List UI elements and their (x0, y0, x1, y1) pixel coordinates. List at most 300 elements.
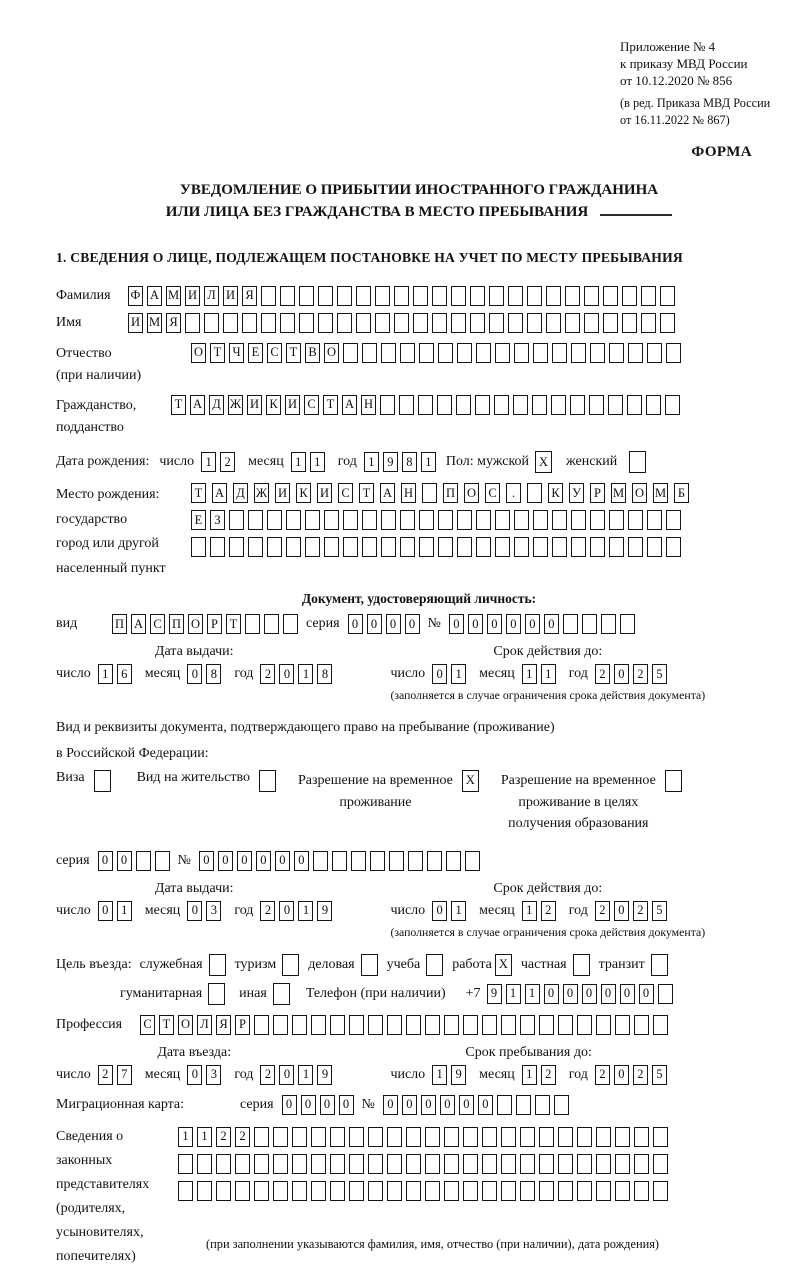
char-cell[interactable] (178, 1181, 193, 1201)
char-cell[interactable]: 9 (317, 901, 332, 921)
char-cell[interactable]: Т (226, 614, 241, 634)
char-cell[interactable] (571, 343, 586, 363)
char-cell[interactable]: 2 (633, 1065, 648, 1085)
char-cell[interactable]: Т (191, 483, 206, 503)
char-cell[interactable]: 0 (383, 1095, 398, 1115)
char-cell[interactable] (463, 1181, 478, 1201)
char-cell[interactable]: 0 (98, 851, 113, 871)
char-cell[interactable]: 6 (117, 664, 132, 684)
char-cell[interactable]: Б (674, 483, 689, 503)
char-cell[interactable]: 0 (614, 901, 629, 921)
char-cell[interactable]: 0 (525, 614, 540, 634)
char-cell[interactable] (444, 1154, 459, 1174)
char-cell[interactable]: 5 (652, 901, 667, 921)
char-cell[interactable]: 5 (652, 1065, 667, 1085)
char-cell[interactable] (571, 510, 586, 530)
char-cell[interactable] (216, 1181, 231, 1201)
char-cell[interactable] (337, 313, 352, 333)
char-cell[interactable]: И (247, 395, 262, 415)
char-cell[interactable] (482, 1127, 497, 1147)
char-cell[interactable] (539, 1181, 554, 1201)
char-cell[interactable] (387, 1181, 402, 1201)
char-cell[interactable]: П (443, 483, 458, 503)
char-cell[interactable] (432, 286, 447, 306)
char-cell[interactable]: Р (235, 1015, 250, 1035)
char-cell[interactable] (527, 483, 542, 503)
char-cell[interactable]: 1 (432, 1065, 447, 1085)
char-cell[interactable] (558, 1181, 573, 1201)
char-cell[interactable] (299, 286, 314, 306)
char-cell[interactable] (444, 1015, 459, 1035)
char-cell[interactable] (475, 395, 490, 415)
char-cell[interactable] (527, 286, 542, 306)
char-cell[interactable] (387, 1127, 402, 1147)
char-cell[interactable]: Р (207, 614, 222, 634)
char-cell[interactable] (558, 1015, 573, 1035)
char-cell[interactable] (254, 1127, 269, 1147)
char-cell[interactable] (292, 1015, 307, 1035)
char-cell[interactable] (425, 1015, 440, 1035)
char-cell[interactable] (406, 1015, 421, 1035)
char-cell[interactable] (622, 286, 637, 306)
purpose-humanitarian-checkbox[interactable] (208, 983, 225, 1005)
char-cell[interactable] (514, 510, 529, 530)
char-cell[interactable] (261, 286, 276, 306)
char-cell[interactable]: 0 (199, 851, 214, 871)
char-cell[interactable] (546, 313, 561, 333)
char-cell[interactable] (223, 313, 238, 333)
char-cell[interactable] (463, 1154, 478, 1174)
char-cell[interactable]: 0 (348, 614, 363, 634)
char-cell[interactable]: О (191, 343, 206, 363)
char-cell[interactable]: М (147, 313, 162, 333)
char-cell[interactable] (446, 851, 461, 871)
char-cell[interactable]: 0 (282, 1095, 297, 1115)
visa-checkbox[interactable] (94, 770, 111, 792)
char-cell[interactable] (539, 1015, 554, 1035)
char-cell[interactable]: 1 (291, 452, 306, 472)
char-cell[interactable]: 0 (440, 1095, 455, 1115)
char-cell[interactable]: Я (216, 1015, 231, 1035)
char-cell[interactable] (628, 510, 643, 530)
char-cell[interactable] (313, 851, 328, 871)
char-cell[interactable] (620, 614, 635, 634)
char-cell[interactable]: М (611, 483, 626, 503)
char-cell[interactable]: 0 (614, 664, 629, 684)
char-cell[interactable]: К (296, 483, 311, 503)
char-cell[interactable] (558, 1154, 573, 1174)
char-cell[interactable] (254, 1181, 269, 1201)
char-cell[interactable] (653, 1154, 668, 1174)
char-cell[interactable]: 0 (279, 1065, 294, 1085)
char-cell[interactable] (381, 510, 396, 530)
purpose-business-checkbox[interactable] (361, 954, 378, 976)
char-cell[interactable] (577, 1181, 592, 1201)
char-cell[interactable] (330, 1015, 345, 1035)
char-cell[interactable] (520, 1181, 535, 1201)
char-cell[interactable]: Е (248, 343, 263, 363)
char-cell[interactable] (343, 537, 358, 557)
char-cell[interactable] (590, 343, 605, 363)
char-cell[interactable] (419, 510, 434, 530)
char-cell[interactable]: 1 (522, 901, 537, 921)
char-cell[interactable]: 0 (506, 614, 521, 634)
char-cell[interactable]: А (147, 286, 162, 306)
char-cell[interactable] (273, 1127, 288, 1147)
char-cell[interactable] (197, 1154, 212, 1174)
char-cell[interactable]: Ж (254, 483, 269, 503)
char-cell[interactable] (470, 313, 485, 333)
char-cell[interactable]: 0 (256, 851, 271, 871)
char-cell[interactable]: М (653, 483, 668, 503)
char-cell[interactable] (596, 1154, 611, 1174)
char-cell[interactable]: Я (166, 313, 181, 333)
male-checkbox[interactable]: X (535, 451, 552, 473)
char-cell[interactable]: И (285, 395, 300, 415)
char-cell[interactable] (653, 1015, 668, 1035)
char-cell[interactable]: 1 (421, 452, 436, 472)
char-cell[interactable] (349, 1127, 364, 1147)
char-cell[interactable]: К (266, 395, 281, 415)
char-cell[interactable] (368, 1181, 383, 1201)
char-cell[interactable] (646, 395, 661, 415)
char-cell[interactable] (267, 537, 282, 557)
char-cell[interactable] (589, 395, 604, 415)
char-cell[interactable] (615, 1181, 630, 1201)
char-cell[interactable]: 7 (117, 1065, 132, 1085)
char-cell[interactable] (362, 537, 377, 557)
char-cell[interactable] (292, 1127, 307, 1147)
char-cell[interactable] (501, 1154, 516, 1174)
char-cell[interactable] (451, 286, 466, 306)
char-cell[interactable]: И (128, 313, 143, 333)
char-cell[interactable] (476, 537, 491, 557)
char-cell[interactable]: 0 (614, 1065, 629, 1085)
char-cell[interactable]: У (569, 483, 584, 503)
char-cell[interactable] (185, 313, 200, 333)
char-cell[interactable] (438, 343, 453, 363)
char-cell[interactable]: 3 (206, 1065, 221, 1085)
char-cell[interactable] (264, 614, 279, 634)
char-cell[interactable]: 1 (98, 664, 113, 684)
char-cell[interactable]: Ч (229, 343, 244, 363)
char-cell[interactable] (609, 343, 624, 363)
char-cell[interactable] (419, 343, 434, 363)
char-cell[interactable]: 0 (275, 851, 290, 871)
char-cell[interactable]: 8 (317, 664, 332, 684)
char-cell[interactable]: 2 (260, 1065, 275, 1085)
char-cell[interactable]: 1 (522, 664, 537, 684)
char-cell[interactable] (438, 510, 453, 530)
char-cell[interactable] (653, 1127, 668, 1147)
char-cell[interactable] (476, 510, 491, 530)
char-cell[interactable]: 1 (298, 1065, 313, 1085)
char-cell[interactable]: 0 (487, 614, 502, 634)
char-cell[interactable] (596, 1127, 611, 1147)
purpose-study-checkbox[interactable] (426, 954, 443, 976)
char-cell[interactable]: П (169, 614, 184, 634)
char-cell[interactable] (324, 510, 339, 530)
char-cell[interactable]: 0 (421, 1095, 436, 1115)
char-cell[interactable] (601, 614, 616, 634)
char-cell[interactable] (351, 851, 366, 871)
purpose-work-checkbox[interactable]: X (495, 954, 512, 976)
char-cell[interactable] (349, 1154, 364, 1174)
char-cell[interactable]: 1 (298, 901, 313, 921)
char-cell[interactable] (368, 1015, 383, 1035)
char-cell[interactable]: 1 (451, 664, 466, 684)
char-cell[interactable]: А (342, 395, 357, 415)
char-cell[interactable] (608, 395, 623, 415)
char-cell[interactable]: 9 (317, 1065, 332, 1085)
char-cell[interactable] (273, 1154, 288, 1174)
char-cell[interactable]: 1 (525, 984, 540, 1004)
char-cell[interactable] (368, 1127, 383, 1147)
char-cell[interactable]: М (166, 286, 181, 306)
char-cell[interactable]: О (464, 483, 479, 503)
char-cell[interactable] (216, 1154, 231, 1174)
char-cell[interactable]: 1 (197, 1127, 212, 1147)
char-cell[interactable]: 0 (544, 984, 559, 1004)
char-cell[interactable]: Я (242, 286, 257, 306)
char-cell[interactable]: В (305, 343, 320, 363)
char-cell[interactable]: 0 (279, 664, 294, 684)
char-cell[interactable] (660, 313, 675, 333)
char-cell[interactable] (647, 510, 662, 530)
char-cell[interactable]: 0 (237, 851, 252, 871)
char-cell[interactable]: 0 (544, 614, 559, 634)
char-cell[interactable] (299, 313, 314, 333)
char-cell[interactable] (456, 395, 471, 415)
char-cell[interactable]: 1 (364, 452, 379, 472)
char-cell[interactable] (514, 537, 529, 557)
char-cell[interactable]: И (185, 286, 200, 306)
char-cell[interactable] (273, 1181, 288, 1201)
char-cell[interactable] (513, 395, 528, 415)
char-cell[interactable]: 5 (652, 664, 667, 684)
char-cell[interactable] (356, 286, 371, 306)
char-cell[interactable]: 2 (260, 901, 275, 921)
char-cell[interactable]: 0 (478, 1095, 493, 1115)
char-cell[interactable]: 2 (633, 664, 648, 684)
char-cell[interactable] (508, 313, 523, 333)
char-cell[interactable]: 1 (117, 901, 132, 921)
char-cell[interactable] (437, 395, 452, 415)
char-cell[interactable]: . (506, 483, 521, 503)
char-cell[interactable]: 0 (279, 901, 294, 921)
char-cell[interactable] (318, 313, 333, 333)
char-cell[interactable] (273, 1015, 288, 1035)
char-cell[interactable]: С (140, 1015, 155, 1035)
char-cell[interactable] (533, 537, 548, 557)
char-cell[interactable] (427, 851, 442, 871)
char-cell[interactable] (413, 286, 428, 306)
char-cell[interactable] (554, 1095, 569, 1115)
char-cell[interactable]: Н (361, 395, 376, 415)
char-cell[interactable]: О (324, 343, 339, 363)
char-cell[interactable] (400, 343, 415, 363)
char-cell[interactable]: 0 (563, 984, 578, 1004)
char-cell[interactable] (292, 1154, 307, 1174)
char-cell[interactable] (204, 313, 219, 333)
char-cell[interactable] (413, 313, 428, 333)
char-cell[interactable]: 2 (595, 1065, 610, 1085)
char-cell[interactable]: С (304, 395, 319, 415)
char-cell[interactable]: Ф (128, 286, 143, 306)
char-cell[interactable] (552, 510, 567, 530)
char-cell[interactable]: 2 (235, 1127, 250, 1147)
char-cell[interactable] (155, 851, 170, 871)
char-cell[interactable] (305, 537, 320, 557)
char-cell[interactable] (577, 1127, 592, 1147)
residence-permit-checkbox[interactable] (259, 770, 276, 792)
char-cell[interactable] (482, 1154, 497, 1174)
char-cell[interactable]: 2 (98, 1065, 113, 1085)
char-cell[interactable] (489, 313, 504, 333)
char-cell[interactable] (628, 537, 643, 557)
char-cell[interactable] (520, 1015, 535, 1035)
char-cell[interactable] (406, 1127, 421, 1147)
char-cell[interactable]: П (112, 614, 127, 634)
char-cell[interactable] (305, 510, 320, 530)
char-cell[interactable]: Л (197, 1015, 212, 1035)
char-cell[interactable] (470, 286, 485, 306)
char-cell[interactable] (210, 537, 225, 557)
char-cell[interactable] (463, 1127, 478, 1147)
char-cell[interactable] (501, 1015, 516, 1035)
char-cell[interactable] (653, 1181, 668, 1201)
char-cell[interactable] (495, 537, 510, 557)
char-cell[interactable]: З (210, 510, 225, 530)
char-cell[interactable] (494, 395, 509, 415)
char-cell[interactable]: 0 (639, 984, 654, 1004)
char-cell[interactable] (425, 1181, 440, 1201)
char-cell[interactable] (280, 313, 295, 333)
char-cell[interactable] (582, 614, 597, 634)
char-cell[interactable] (516, 1095, 531, 1115)
char-cell[interactable] (563, 614, 578, 634)
char-cell[interactable] (286, 510, 301, 530)
char-cell[interactable] (362, 510, 377, 530)
char-cell[interactable]: А (212, 483, 227, 503)
char-cell[interactable]: А (131, 614, 146, 634)
char-cell[interactable]: 0 (367, 614, 382, 634)
char-cell[interactable]: 0 (339, 1095, 354, 1115)
char-cell[interactable]: Т (323, 395, 338, 415)
char-cell[interactable] (229, 510, 244, 530)
char-cell[interactable] (349, 1015, 364, 1035)
char-cell[interactable] (432, 313, 447, 333)
char-cell[interactable] (425, 1127, 440, 1147)
char-cell[interactable]: 0 (187, 664, 202, 684)
char-cell[interactable] (584, 286, 599, 306)
char-cell[interactable] (356, 313, 371, 333)
char-cell[interactable] (235, 1181, 250, 1201)
char-cell[interactable] (408, 851, 423, 871)
char-cell[interactable] (508, 286, 523, 306)
char-cell[interactable] (248, 510, 263, 530)
char-cell[interactable] (497, 1095, 512, 1115)
char-cell[interactable] (596, 1181, 611, 1201)
char-cell[interactable] (634, 1015, 649, 1035)
char-cell[interactable] (261, 313, 276, 333)
char-cell[interactable] (520, 1154, 535, 1174)
char-cell[interactable] (136, 851, 151, 871)
char-cell[interactable] (603, 286, 618, 306)
char-cell[interactable] (286, 537, 301, 557)
char-cell[interactable] (235, 1154, 250, 1174)
char-cell[interactable]: Т (210, 343, 225, 363)
char-cell[interactable]: Т (171, 395, 186, 415)
purpose-other-checkbox[interactable] (273, 983, 290, 1005)
char-cell[interactable]: 0 (386, 614, 401, 634)
char-cell[interactable] (551, 395, 566, 415)
char-cell[interactable] (666, 510, 681, 530)
char-cell[interactable] (311, 1127, 326, 1147)
char-cell[interactable] (292, 1181, 307, 1201)
char-cell[interactable]: Н (401, 483, 416, 503)
char-cell[interactable] (495, 510, 510, 530)
char-cell[interactable] (539, 1154, 554, 1174)
char-cell[interactable] (463, 1015, 478, 1035)
char-cell[interactable] (406, 1154, 421, 1174)
char-cell[interactable] (546, 286, 561, 306)
char-cell[interactable] (400, 510, 415, 530)
temp-permit-checkbox[interactable]: X (462, 770, 479, 792)
char-cell[interactable] (634, 1154, 649, 1174)
char-cell[interactable] (248, 537, 263, 557)
char-cell[interactable]: 1 (522, 1065, 537, 1085)
char-cell[interactable] (375, 313, 390, 333)
char-cell[interactable] (558, 1127, 573, 1147)
char-cell[interactable] (476, 343, 491, 363)
char-cell[interactable]: С (150, 614, 165, 634)
char-cell[interactable] (406, 1181, 421, 1201)
char-cell[interactable] (495, 343, 510, 363)
char-cell[interactable] (422, 483, 437, 503)
char-cell[interactable] (565, 286, 580, 306)
char-cell[interactable] (418, 395, 433, 415)
char-cell[interactable]: И (317, 483, 332, 503)
char-cell[interactable]: 2 (541, 1065, 556, 1085)
char-cell[interactable] (242, 313, 257, 333)
char-cell[interactable] (330, 1127, 345, 1147)
char-cell[interactable]: 0 (459, 1095, 474, 1115)
purpose-tourism-checkbox[interactable] (282, 954, 299, 976)
char-cell[interactable] (444, 1181, 459, 1201)
char-cell[interactable]: 2 (633, 901, 648, 921)
char-cell[interactable]: О (188, 614, 203, 634)
char-cell[interactable] (394, 286, 409, 306)
female-checkbox[interactable] (629, 451, 646, 473)
char-cell[interactable]: А (380, 483, 395, 503)
char-cell[interactable] (457, 537, 472, 557)
char-cell[interactable] (615, 1154, 630, 1174)
char-cell[interactable] (438, 537, 453, 557)
char-cell[interactable] (532, 395, 547, 415)
char-cell[interactable]: 8 (206, 664, 221, 684)
char-cell[interactable] (387, 1015, 402, 1035)
char-cell[interactable] (451, 313, 466, 333)
char-cell[interactable]: Т (159, 1015, 174, 1035)
char-cell[interactable] (570, 395, 585, 415)
char-cell[interactable]: Д (209, 395, 224, 415)
char-cell[interactable] (349, 1181, 364, 1201)
char-cell[interactable]: 2 (595, 901, 610, 921)
char-cell[interactable] (332, 851, 347, 871)
char-cell[interactable]: 2 (260, 664, 275, 684)
char-cell[interactable] (489, 286, 504, 306)
